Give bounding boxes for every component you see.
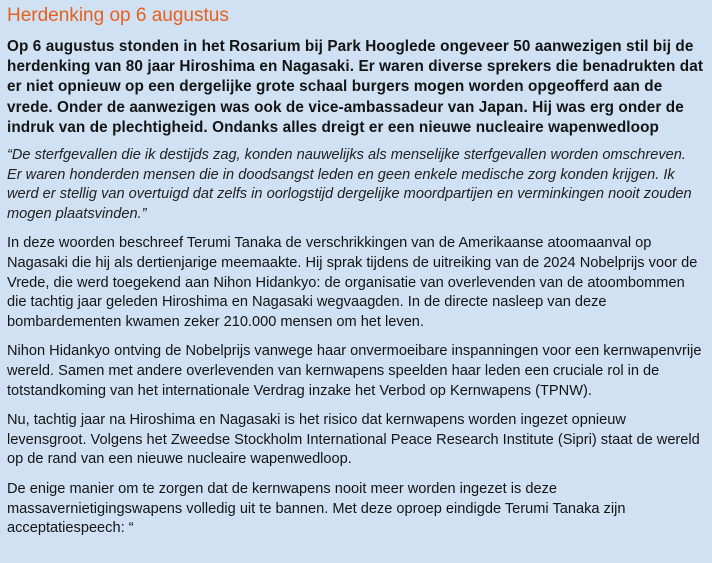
article-title: Herdenking op 6 augustus — [7, 5, 229, 26]
article-paragraph: De enige manier om te zorgen dat de kernwapens nooit meer worden ingezet is deze massavernietigingswapens volledig uit te bannen. Met deze oproep eindigde Terumi Tanaka zijn acceptatiespeech: “ — [7, 480, 626, 537]
article-paragraph: Nihon Hidankyo ontving de Nobelprijs vanwege haar onvermoeibare inspanningen voor een kernwapenvrije wereld. Samen met andere overlevenden van kernwapens speelden haar leden een cruciale rol in de totstandkoming van het internationale Verdrag inzake het Verbod op Kernwapens (TPNW). — [7, 343, 702, 399]
article-paragraph: Nu, tachtig jaar na Hiroshima en Nagasaki is het risico dat kernwapens worden ingezet opnieuw levensgroot. Volgens het Zweedse Stockholm International Peace Research Institute (Sipri) staat de wereld op de rand van een nieuwe nucleaire wapenwedloop. — [7, 412, 700, 468]
article-quote: “De sterfgevallen die ik destijds zag, konden nauwelijks als menselijke sterfgevallen worden omschreven. Er waren honderden mensen die in doodsangst leden en geen enkele medische zorg konden krijgen. Ik werd er stellig van overtuigd dat zelfs in oorlogstijd dergelijke moordpartijen en verminkingen nooit zouden mogen plaatsvinden.” — [7, 147, 692, 222]
article-paragraph: In deze woorden beschreef Terumi Tanaka de verschrikkingen van de Amerikaanse atoomaanval op Nagasaki die hij als dertienjarige meemaakte. Hij sprak tijdens de uitreiking van de 2024 Nobelprijs voor de Vrede, die werd toegekend aan Nihon Hidankyo: de organisatie van overlevenden van de atoombommen die tachtig jaar geleden Hiroshima en Nagasaki wegvaagden. In de directe nasleep van deze bombardementen kwamen zeker 210.000 mensen om het leven. — [7, 235, 698, 330]
article-lead: Op 6 augustus stonden in het Rosarium bij Park Hooglede ongeveer 50 aanwezigen stil bij de herdenking van 80 jaar Hiroshima en Nagasaki. Er waren diverse sprekers die benadrukten dat er niet opnieuw op een dergelijke grote schaal burgers mogen worden opgeofferd aan de vrede. Onder de aanwezigen was ook de vice-ambassadeur van Japan. Hij was erg onder de indruk van de plechtigheid. Ondanks alles dreigt er een nieuwe nucleaire wapenwedloop — [7, 38, 704, 136]
